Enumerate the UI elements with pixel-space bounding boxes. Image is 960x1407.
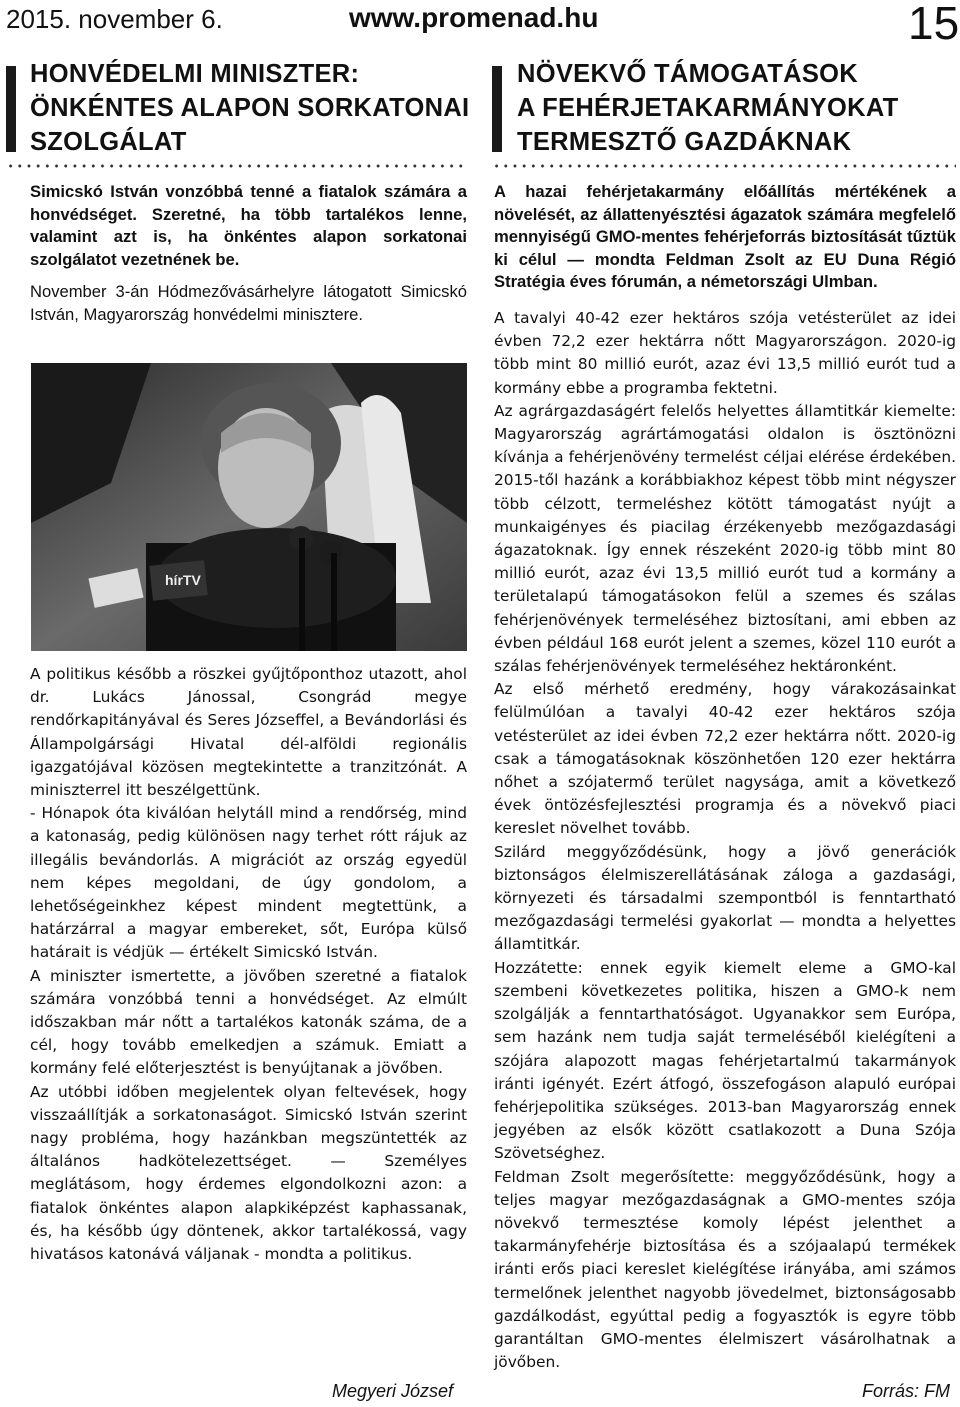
dotted-divider [6,164,468,168]
right-lead: A hazai fehérjetakarmány előállítás mértékének a növelését, az állattenyésztési ágazatok számára megfelelő mennyiségű GMO-mentes fehérjeforrás biztosítását tűztük ki célul — mondta Feldman Zsolt az EU Duna Régió Stratégia éves fórumán, a németországi Ulmban. [494,182,956,291]
site-url: www.promenad.hu [349,2,599,33]
right-byline: Forrás: FM [862,1381,950,1401]
headline-line: ÖNKÉNTES ALAPON SORKATONAI [30,94,470,122]
paragraph: Feldman Zsolt megerősítette: meggyőződésünk, hogy a teljes magyar mezőgazdaságnak a GMO-mentes szója növekvő termesztése komoly lépést jelenthet a takarmányfehérje biztosítása és a szójaalapú termékek iránti erős piaci kereslet kielégítése irányába, ami számos termelőnek jelenthet nagyobb jövedelmet, biztonságosabb gazdálkodást, egyúttal pedig a fogyasztók is egyre több garantáltan GMO-mentes élelmiszert vásárolhatnak a jövőben. [494,1167,956,1372]
headline-line: NÖVEKVŐ TÁMOGATÁSOK [517,60,858,88]
headline-line: TERMESZTŐ GAZDÁKNAK [517,128,852,156]
left-lead: Simicskó István vonzóbbá tenné a fiatalok számára a honvédséget. Szeretné, ha több tartalékos lenne, valamint azt is, ha önkéntes alapon sorkatonai szolgálatot vezetnének be. [30,182,467,269]
headline-line: SZOLGÁLAT [30,128,187,156]
paragraph: A tavalyi 40-42 ezer hektáros szója vetésterület az idei évben 72,2 ezer hektárra nőtt Magyarországon. 2020-ig több mint 80 millió eurót, azaz évi 13,5 millió eurót tud a kormány ebbe a programba fektetni. [494,309,956,397]
headline-line: HONVÉDELMI MINISZTER: [30,60,360,88]
paragraph: A miniszter ismertette, a jövőben szeretné a fiatalok számára vonzóbbá tenni a honvédséget. Az elmúlt időszakban már nőtt a tartalékos katonák száma, de a cél, hogy tovább emelkedjen a számuk. Emiatt a kormány felé előterjesztést is benyújtanak a jövőben. [30,966,467,1078]
paragraph: Az első mérhető eredmény, hogy várakozásainkat felülmúlóan a tavalyi 40-42 ezer hektáros szója vetésterület az idei évben 72,2 ezer hektárra nőtt. 2020-ig csak a támogatásoknak köszönhetően 120 ezer hektárra nőhet a szójatermő terület nagysága, amit a következő évek öntözésfejlesztési programja és a növekvő piaci kereslet növelhet tovább. [494,680,956,838]
left-intro: November 3-án Hódmezővásárhelyre látogatott Simicskó István, Magyarország honvédelmi minisztere. [30,282,467,324]
left-body [30,663,467,1266]
paragraph: A politikus később a röszkei gyűjtőponthoz utazott, ahol dr. Lukács Jánossal, Csongrád megye rendőrkapitányával és Seres Józseffel, a Bevándorlási és Állampolgársági Hivatal dél-alföldi regionális igazgatójával közösen megtekintette a tranzitzónát. A miniszterrel itt beszélgettünk. [30,665,467,800]
paragraph: Az utóbbi időben megjelentek olyan feltevések, hogy visszaállítják a sorkatonaságot. Simicskó István szerint nagy probléma, hogy hazánkban megszüntették az általános hadkötelezettséget. — Személyes meglátásom, hogy érdemes elgondolkozni azon: a fiatalok önkéntes alapon alapkiképzést kaphassanak, és, ha később úgy döntenek, akkor tartalékossá, vagy hivatásos katonává váljanak - mondta a politikus. [30,1082,467,1264]
issue-date: 2015. november 6. [6,4,223,34]
headline-line: A FEHÉRJETAKARMÁNYOKAT [517,94,899,122]
page-number: 15 [908,0,960,49]
svg-text:hírTV: hírTV [165,572,201,588]
right-headline [517,57,957,159]
left-byline: Megyeri József [332,1381,454,1401]
paragraph: Hozzátette: ennek egyik kiemelt eleme a GMO-kal szembeni következetes politika, hiszen a GMO-k nem szolgálják a fenntarthatóságot. Ugyanakkor sem Európa, sem hazánk nem tudja saját termeléséből kielégíteni a szójára alapozott magas fehérjetartalmú takarmányok iránti igényét. Ezért átfogó, összefogáson alapuló európai fehérjepolitika szükséges. 2013-ban Magyarország ennek jegyében az elsők között csatlakozott a Duna Szója Szövetséghez. [494,958,956,1163]
dotted-divider [492,164,956,168]
headline-bar [6,66,16,152]
right-body [494,307,956,1374]
speaker-at-microphones-photo [31,363,467,651]
paragraph: Az agrárgazdaságért felelős helyettes államtitkár kiemelte: Magyarország agrártámogatási oldalon is ösztönözni kívánja a fehérjenövény termelést céljai elérése érdekében. 2015-től hazánk a korábbiakhoz képest több mint négyszer több célzott, termeléshez kötött támogatást nyújt a munkaigényes és piacilag érzékenyebb mezőgazdasági ágazatoknak. Így ennek részeként 2020-ig több mint 80 millió eurót, azaz évi 13,5 millió eurót tud a kormány a területalapú támogatásokon felül a szemes és szálas fehérjenövények termeléséhez biztosítani, ami ebben az évben például 168 eurót jelent a szemes, közel 110 eurót a szálas fehérjenövények termeléséhez hektáronként. [494,401,956,676]
paragraph: Szilárd meggyőződésünk, hogy a jövő generációk biztonságos élelmiszerellátásának záloga a gazdasági, környezeti és társadalmi szempontból is fenntartható mezőgazdasági termelési gyakorlat — mondta a helyettes államtitkár. [494,842,956,954]
headline-bar [492,66,502,152]
paragraph: - Hónapok óta kiválóan helytáll mind a rendőrség, mind a katonaság, pedig különösen nagy terhet rótt rájuk az illegális bevándorlás. A migrációt az ország egyedül nem képes megoldani, de úgy gondolom, a lehetőségeinkhez képest mindent megtettünk, a határzárral a magyar embereket, sőt, Európa külső határait is védjük — értékelt Simicskó István. [30,804,467,962]
left-headline [30,57,480,159]
